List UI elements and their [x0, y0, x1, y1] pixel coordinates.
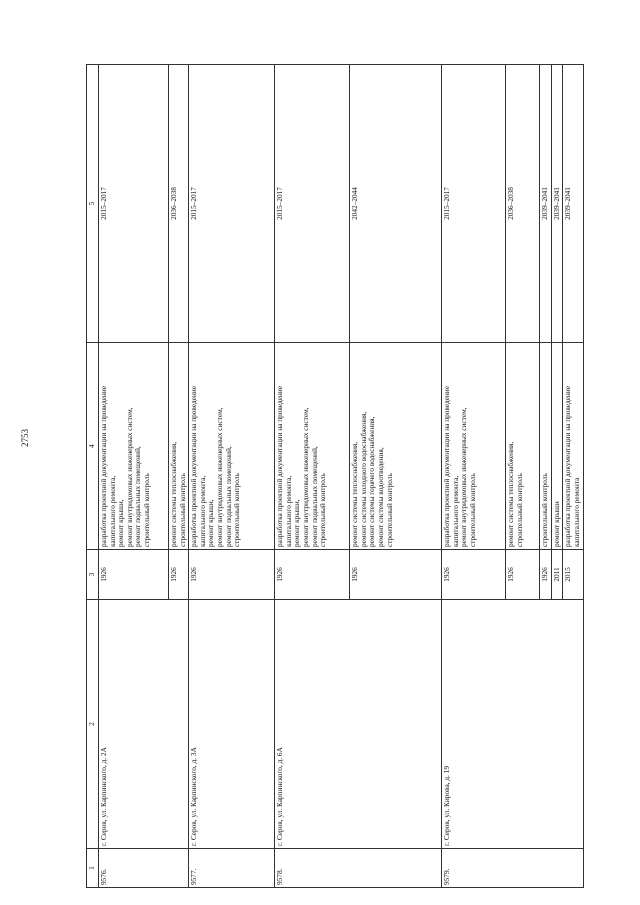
work-item: ремонт внутридомовых инженерных систем,	[124, 407, 134, 547]
row-number: 9577.	[189, 849, 275, 888]
work-item: ремонт системы теплоснабжения,	[350, 441, 360, 547]
row-period: 2042–2044	[350, 65, 442, 343]
row-year: 1926	[169, 550, 189, 600]
row-year: 2011	[551, 550, 563, 600]
row-year: 1926	[99, 550, 169, 600]
work-item: ремонт подвальных помещений,	[133, 446, 143, 547]
work-item: ремонт крыши,	[206, 499, 216, 547]
row-works	[275, 343, 350, 550]
row-year: 1926	[506, 550, 540, 600]
row-period: 2036–2038	[169, 65, 189, 343]
row-works	[442, 343, 506, 550]
work-item: ремонт внутридомовых инженерных систем,	[459, 407, 469, 547]
row-period: 2039–2041	[563, 65, 583, 343]
row-address: г. Серов, ул. Кирова, д. 19	[442, 600, 583, 849]
work-item: разработка проектной документации на проведение капитального ремонта,	[189, 386, 207, 547]
row-address: г. Серов, ул. Карпинского, д. 2А	[99, 600, 189, 849]
row-period: 2015–2017	[189, 65, 275, 343]
header-col-2: 2	[87, 600, 99, 849]
row-period: 2036–2038	[506, 65, 540, 343]
row-period: 2039–2041	[540, 65, 552, 343]
work-item: разработка проектной документации на проведение капитального ремонта,	[275, 386, 293, 547]
page-number: 2753	[20, 429, 30, 447]
header-col-5: 5	[87, 65, 99, 343]
row-works	[506, 343, 540, 550]
row-address: г. Серов, ул. Карпинского, д. 3А	[189, 600, 275, 849]
work-item: ремонт подвальных помещений,	[309, 446, 319, 547]
work-item: ремонт системы водоотведения,	[375, 447, 385, 547]
row-year: 1926	[350, 550, 442, 600]
row-number: 9576.	[99, 849, 189, 888]
row-year: 1926	[442, 550, 506, 600]
table-row	[189, 65, 275, 888]
work-item: ремонт подвальных помещений,	[223, 446, 233, 547]
table-row	[99, 65, 169, 888]
row-works	[563, 343, 583, 550]
work-item: ремонт системы теплоснабжения,	[169, 441, 178, 547]
work-item: строительный контроль	[467, 473, 477, 547]
work-item: ремонт внутридомовых инженерных систем,	[300, 407, 310, 547]
row-period: 2039–2041	[551, 65, 563, 343]
work-item: разработка проектной документации на проведение капитального ремонта	[563, 386, 581, 547]
row-number: 9578.	[275, 849, 442, 888]
header-row	[87, 65, 99, 888]
row-year: 1926	[540, 550, 552, 600]
row-period: 2015–2017	[99, 65, 169, 343]
header-col-4: 4	[87, 343, 99, 550]
work-item: ремонт системы теплоснабжения,	[506, 441, 516, 547]
rotated-page	[86, 90, 581, 888]
row-works	[169, 343, 189, 550]
row-period: 2015–2017	[442, 65, 506, 343]
work-item: разработка проектной документации на проведение капитального ремонта,	[99, 386, 117, 547]
table-row	[275, 65, 350, 888]
row-year: 1926	[275, 550, 350, 600]
work-item: ремонт крыши,	[292, 499, 302, 547]
row-address: г. Серов, ул. Карпинского, д. 6А	[275, 600, 442, 849]
row-number: 9579.	[442, 849, 583, 888]
work-item: ремонт крыши,	[116, 499, 126, 547]
row-works	[189, 343, 275, 550]
work-item: ремонт системы горячего водоснабжения,	[367, 416, 377, 547]
work-item: ремонт внутридомовых инженерных систем,	[214, 407, 224, 547]
row-works	[540, 343, 552, 550]
row-year: 2015	[563, 550, 583, 600]
row-works	[551, 343, 563, 550]
work-item: ремонт крыши	[551, 501, 561, 547]
row-year: 1926	[189, 550, 275, 600]
work-item: ремонт системы холодного водоснабжения,	[358, 411, 368, 547]
header-col-3: 3	[87, 550, 99, 600]
table-row	[442, 65, 506, 888]
row-works	[99, 343, 169, 550]
work-item: строительный контроль	[318, 473, 328, 547]
row-period: 2015–2017	[275, 65, 350, 343]
work-item: строительный контроль	[141, 473, 151, 547]
work-item: строительный контроль	[177, 473, 187, 547]
repair-schedule-table	[86, 64, 584, 888]
header-col-1: 1	[87, 849, 99, 888]
work-item: строительный контроль	[540, 473, 550, 547]
row-works	[350, 343, 442, 550]
work-item: строительный контроль	[232, 473, 242, 547]
work-item: разработка проектной документации на проведение капитального ремонта,	[442, 386, 460, 547]
work-item: строительный контроль	[384, 473, 394, 547]
work-item: строительный контроль	[514, 473, 524, 547]
table-body	[99, 65, 584, 888]
